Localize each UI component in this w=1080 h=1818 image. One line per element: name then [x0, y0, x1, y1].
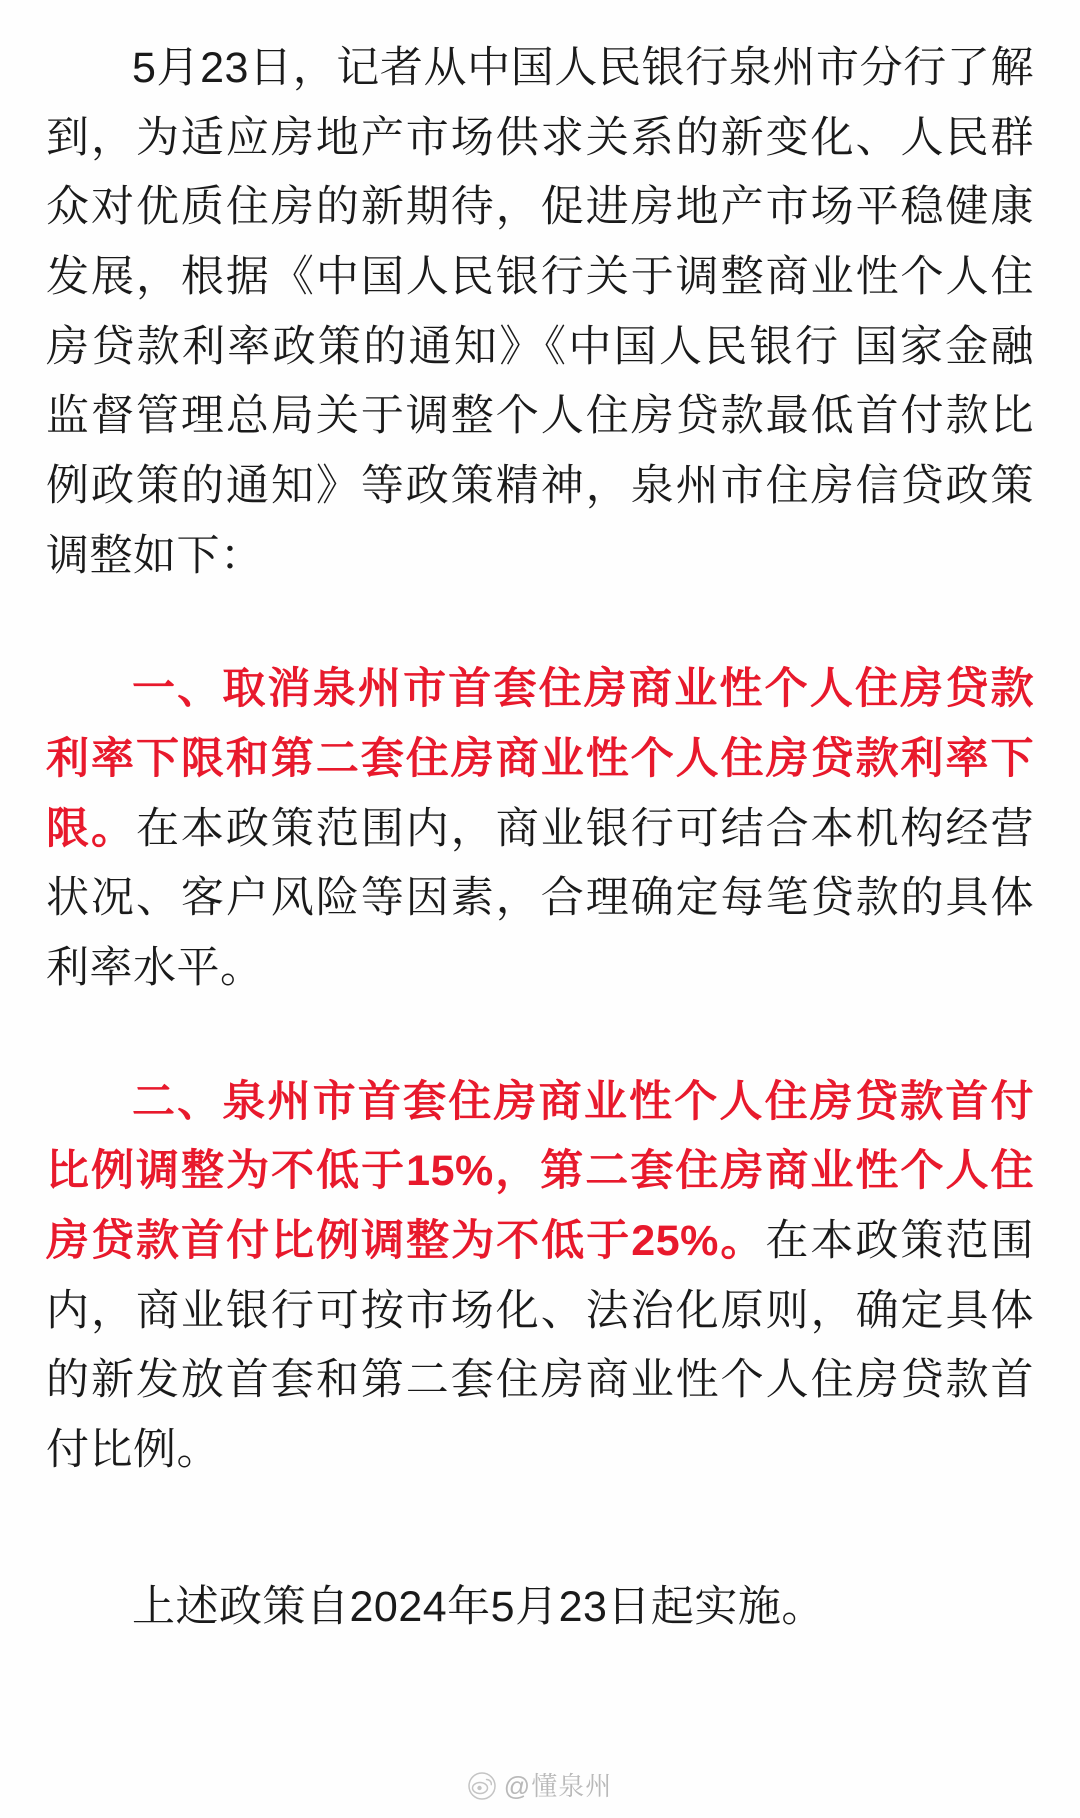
- watermark-handle: @懂泉州: [503, 1771, 613, 1801]
- item-two-heading: 二、泉州市首套住房商业性个人住房贷款首付比例调整为不低于15%，第二套住房商业性个人住房贷款首付比例调整为不低于25%。: [46, 1077, 1034, 1265]
- lead-text: 5月23日，记者从中国人民银行泉州市分行了解到，为适应房地产市场供求关系的新变化、人民群众对优质住房的新期待，促进房地产市场平稳健康发展，根据《中国人民银行关于调整商业性个人住房贷款利率政策的通知》《中国人民银行 国家金融监督管理总局关于调整个人住房贷款最低首付款比例政策的通知》等政策精神，泉州市住房信贷政策调整如下：: [46, 44, 1034, 580]
- item-one-body: 在本政策范围内，商业银行可结合本机构经营状况、客户风险等因素，合理确定每笔贷款的具体利率水平。: [46, 804, 1035, 992]
- weibo-icon: [468, 1772, 496, 1800]
- paragraph-spacer-2: [46, 1038, 1034, 1068]
- paragraph-effective-date: [46, 1573, 1034, 1643]
- watermark: [0, 1772, 1080, 1800]
- paragraph-spacer: [46, 625, 1034, 655]
- effective-date-text: 上述政策自2024年5月23日起实施。: [132, 1583, 825, 1632]
- paragraph-item-one: [46, 655, 1034, 1003]
- paragraph-spacer-3: [46, 1519, 1034, 1533]
- paragraph-lead: [46, 34, 1034, 591]
- item-two-body: 在本政策范围内，商业银行可按市场化、法治化原则，确定具体的新发放首套和第二套住房商业性个人住房贷款首付比例。: [46, 1216, 1034, 1474]
- paragraph-item-two: [46, 1068, 1034, 1486]
- item-one-heading: 一、取消泉州市首套住房商业性个人住房贷款利率下限和第二套住房商业性个人住房贷款利率下限。: [46, 665, 1034, 853]
